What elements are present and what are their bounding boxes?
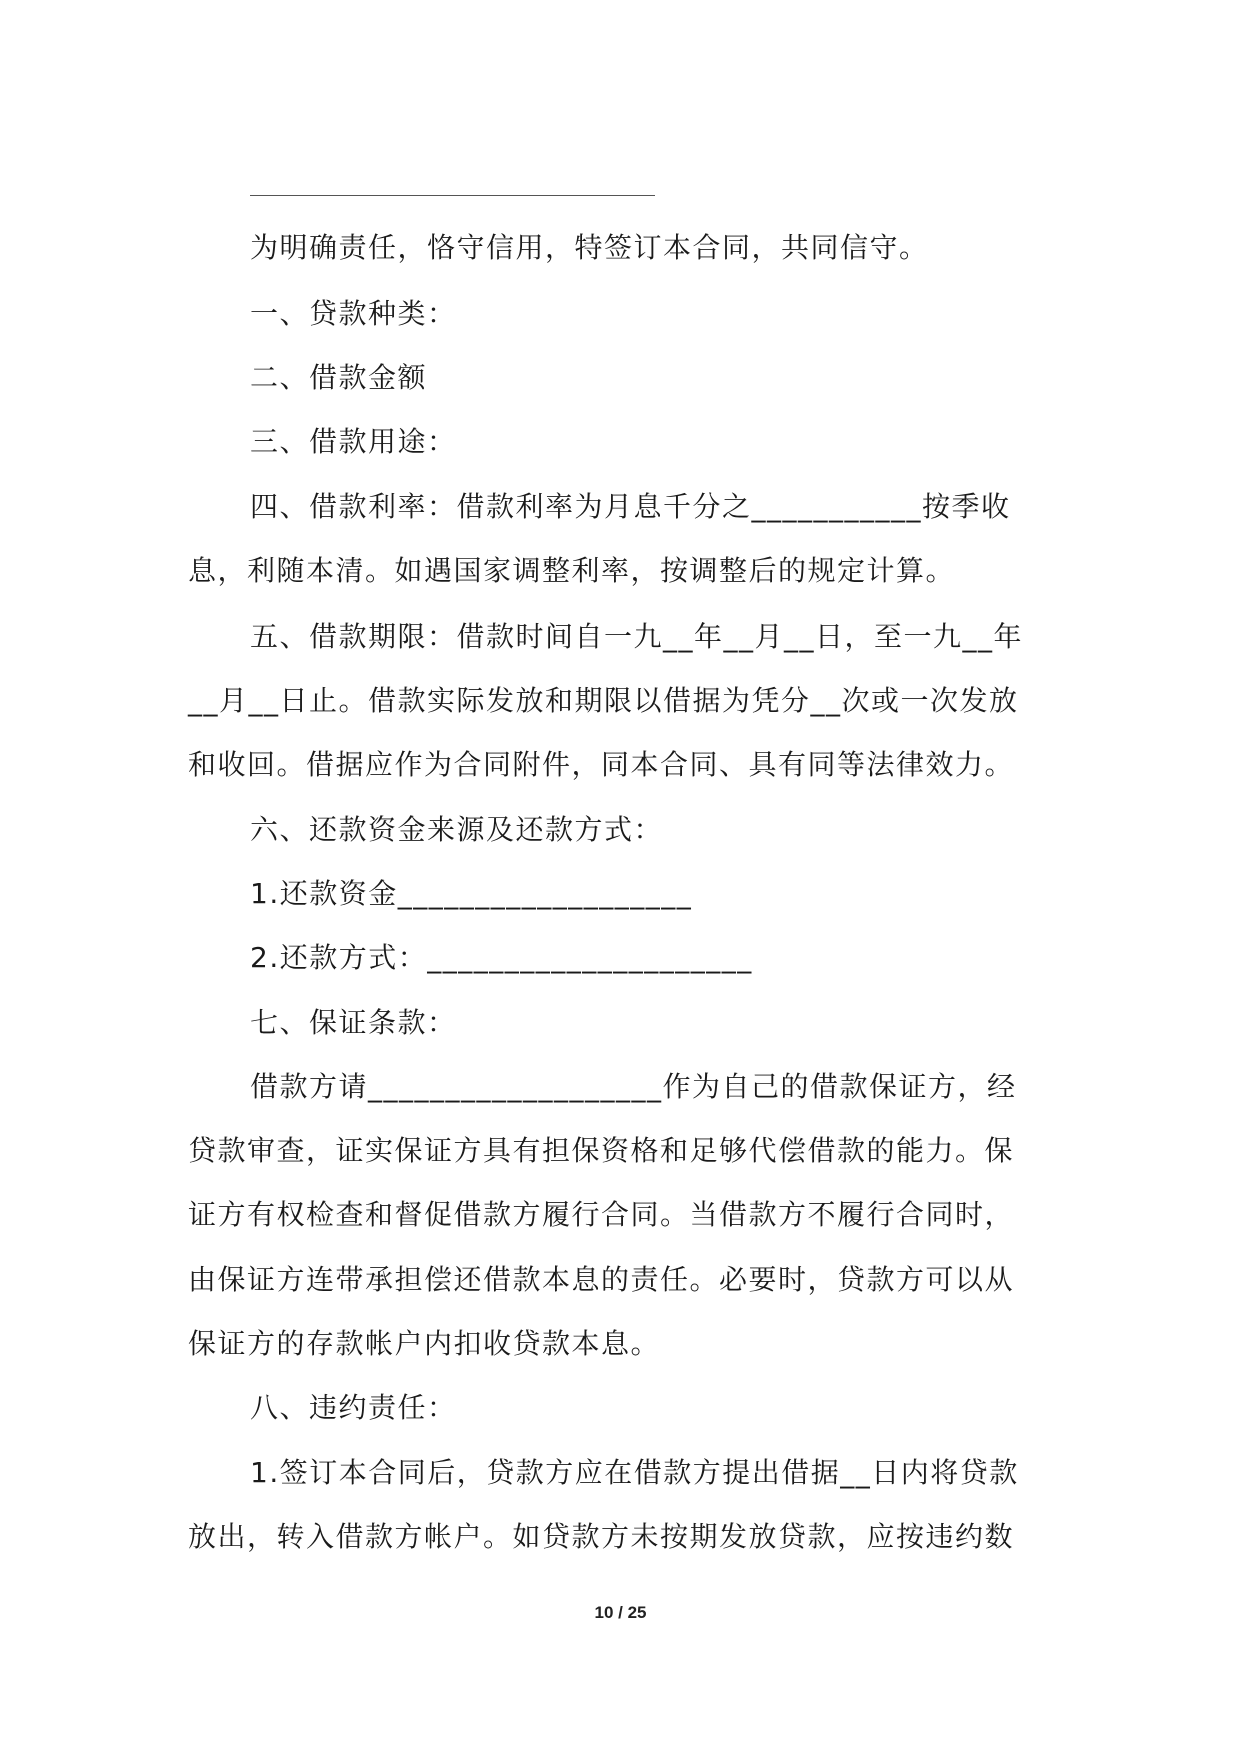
- clause-7-guarantee: 七、保证条款：: [250, 1006, 457, 1039]
- clause-4-interest-line-2: 息，利随本清。如遇国家调整利率，按调整后的规定计算。: [188, 554, 956, 587]
- clause-8-item-1-line-1: 1.签订本合同后，贷款方应在借款方提出借据__日内将贷款: [250, 1456, 1019, 1489]
- clause-7-paragraph-line-3: 证方有权检查和督促借款方履行合同。当借款方不履行合同时，: [188, 1198, 1015, 1231]
- clause-8-liability: 八、违约责任：: [250, 1391, 457, 1424]
- clause-7-paragraph-line-1: 借款方请___________________作为自己的借款保证方，经: [250, 1070, 1017, 1103]
- clause-7-paragraph-line-4: 由保证方连带承担偿还借款本息的责任。必要时，贷款方可以从: [188, 1263, 1015, 1296]
- clause-1-loan-type: 一、贷款种类：: [250, 297, 457, 330]
- clause-6-item-1: 1.还款资金___________________: [250, 877, 693, 910]
- clause-8-item-1-line-2: 放出，转入借款方帐户。如贷款方未按期发放贷款，应按违约数: [188, 1520, 1015, 1553]
- top-divider: [250, 195, 655, 196]
- clause-3-loan-purpose: 三、借款用途：: [250, 425, 457, 458]
- clause-7-paragraph-line-5: 保证方的存款帐户内扣收贷款本息。: [188, 1327, 661, 1360]
- intro-paragraph: 为明确责任，恪守信用，特签订本合同，共同信守。: [250, 231, 929, 264]
- clause-7-paragraph-line-2: 贷款审查，证实保证方具有担保资格和足够代偿借款的能力。保: [188, 1134, 1015, 1167]
- clause-4-interest-line-1: 四、借款利率：借款利率为月息千分之___________按季收: [250, 490, 1011, 523]
- page-number: 10 / 25: [594, 1603, 647, 1622]
- clause-2-loan-amount: 二、借款金额: [250, 361, 428, 394]
- clause-5-term-line-3: 和收回。借据应作为合同附件，同本合同、具有同等法律效力。: [188, 748, 1015, 781]
- clause-6-item-2: 2.还款方式：_____________________: [250, 941, 753, 974]
- clause-5-term-line-1: 五、借款期限：借款时间自一九__年__月__日，至一九__年: [250, 620, 1024, 653]
- clause-6-repayment: 六、还款资金来源及还款方式：: [250, 813, 664, 846]
- clause-5-term-line-2: __月__日止。借款实际发放和期限以借据为凭分__次或一次发放: [188, 684, 1019, 717]
